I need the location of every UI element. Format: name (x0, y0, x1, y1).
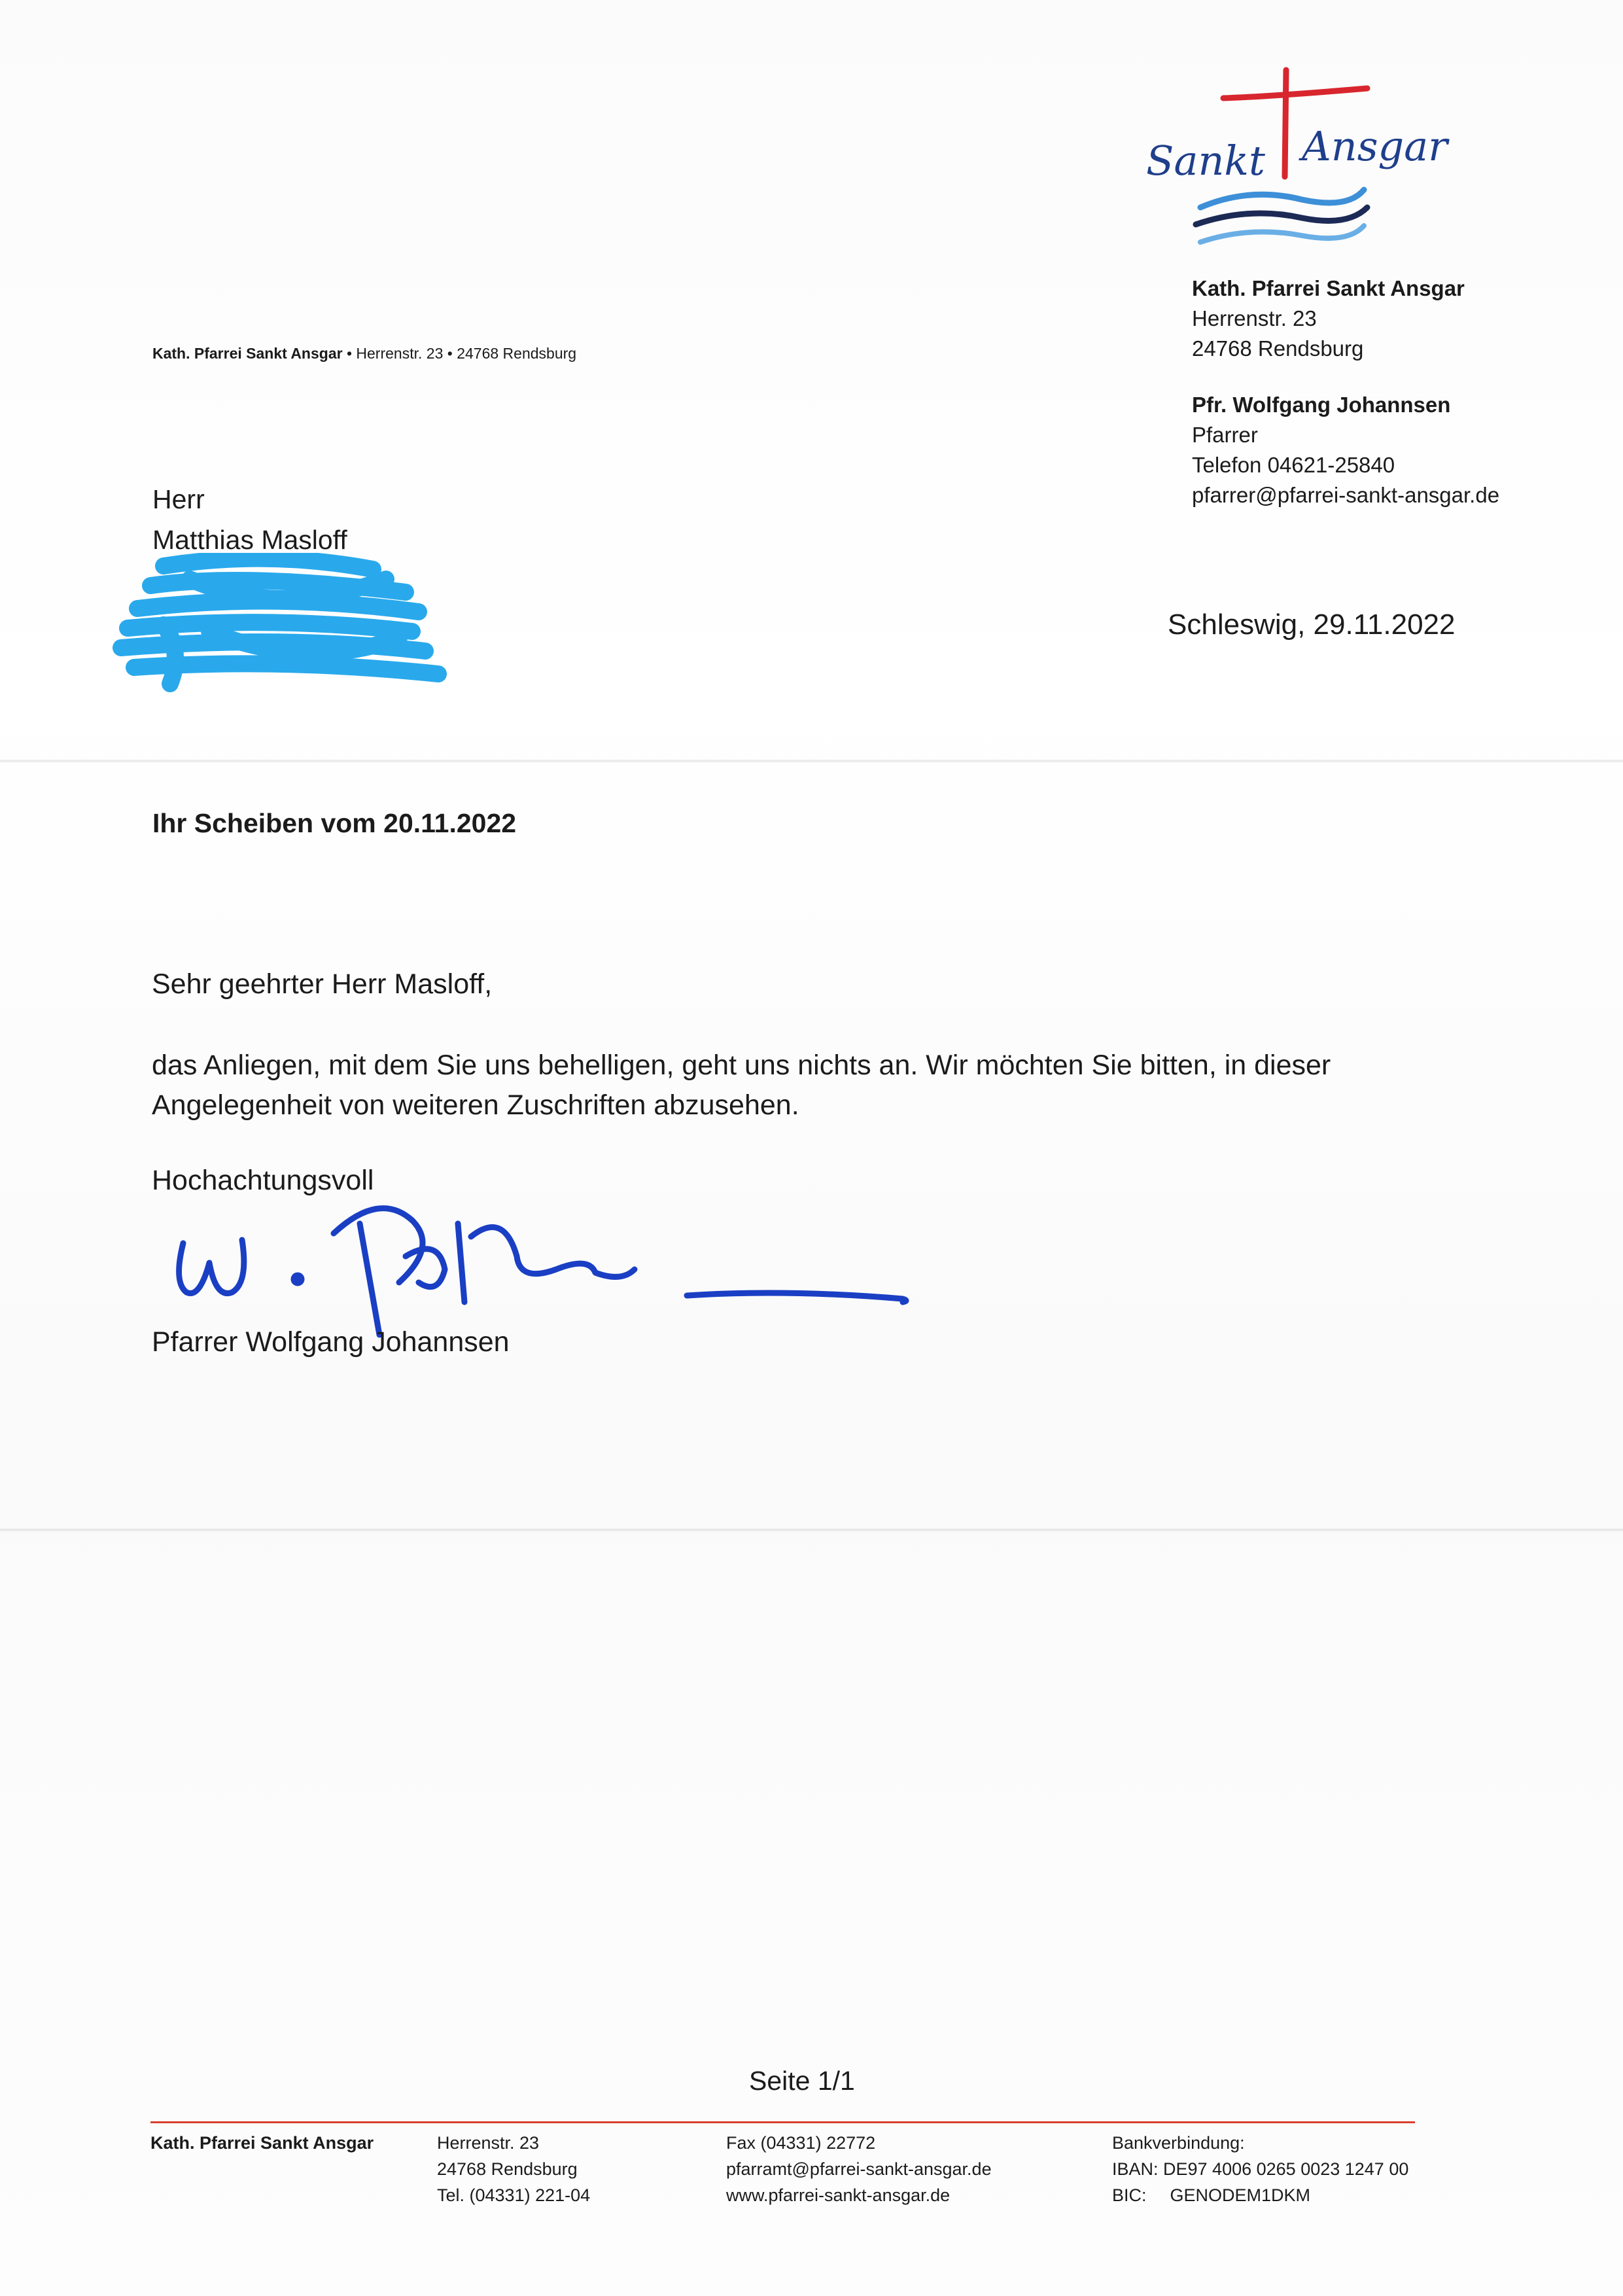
footer-tel: Tel. (04331) 221-04 (437, 2185, 591, 2205)
logo-word-left: Sankt (1146, 137, 1265, 185)
footer-bank (1112, 2130, 1408, 2208)
footer-bic (1112, 2182, 1408, 2208)
sender-org: Kath. Pfarrei Sankt Ansgar (1192, 276, 1465, 300)
footer-web: www.pfarrei-sankt-ansgar.de (726, 2185, 951, 2205)
sankt-ansgar-logo (1138, 62, 1459, 258)
letter-closing: Hochachtungsvoll (152, 1165, 374, 1196)
paper-fold-line (0, 759, 1623, 763)
footer-rule (150, 2121, 1415, 2123)
sender-contact-role: Pfarrer (1192, 423, 1258, 447)
letter-date: Schleswig, 29.11.2022 (1168, 609, 1456, 641)
footer-city: 24768 Rendsburg (437, 2159, 578, 2179)
letter-signer: Pfarrer Wolfgang Johannsen (152, 1326, 510, 1358)
sender-phone: Telefon 04621-25840 (1192, 453, 1395, 477)
footer-bank-label: Bankverbindung: (1112, 2133, 1245, 2153)
footer-email: pfarramt@pfarrei-sankt-ansgar.de (726, 2159, 992, 2179)
return-address-org: Kath. Pfarrei Sankt Ansgar (152, 345, 343, 362)
recipient-name: Matthias Masloff (152, 525, 347, 555)
recipient-block (152, 479, 347, 560)
footer-contact (726, 2130, 992, 2208)
footer-street: Herrenstr. 23 (437, 2133, 540, 2153)
paper-fold-line (0, 1528, 1623, 1532)
logo-word-right: Ansgar (1302, 122, 1448, 170)
return-address-rest: • Herrenstr. 23 • 24768 Rendsburg (342, 345, 577, 362)
footer-org (150, 2130, 374, 2156)
sender-email: pfarrer@pfarrei-sankt-ansgar.de (1192, 483, 1500, 507)
footer-iban: IBAN: DE97 4006 0265 0023 1247 00 (1112, 2159, 1409, 2179)
footer-address (437, 2130, 590, 2208)
footer-org-name: Kath. Pfarrei Sankt Ansgar (150, 2133, 374, 2153)
sender-block (1192, 274, 1499, 510)
footer-bic-value: GENODEM1DKM (1170, 2185, 1311, 2205)
recipient-salutation-line: Herr (152, 484, 205, 514)
footer-bic-label: BIC: (1112, 2185, 1147, 2205)
footer-fax: Fax (04331) 22772 (726, 2133, 876, 2153)
letter-subject: Ihr Scheiben vom 20.11.2022 (152, 808, 517, 838)
page-number: Seite 1/1 (749, 2066, 855, 2096)
return-address-line (152, 345, 576, 362)
redaction-scribble (111, 553, 451, 697)
sender-contact-name: Pfr. Wolfgang Johannsen (1192, 393, 1451, 417)
letter-body (152, 1046, 1460, 1125)
sender-city: 24768 Rendsburg (1192, 336, 1364, 361)
letter-salutation: Sehr geehrter Herr Masloff, (152, 968, 493, 1000)
letter-body-line: das Anliegen, mit dem Sie uns behelligen, geht uns nichts an. Wir möchten Sie bitten, in dieser (152, 1050, 1331, 1081)
letter-body-line: Angelegenheit von weiteren Zuschriften abzusehen. (152, 1089, 799, 1121)
sender-street: Herrenstr. 23 (1192, 306, 1317, 330)
